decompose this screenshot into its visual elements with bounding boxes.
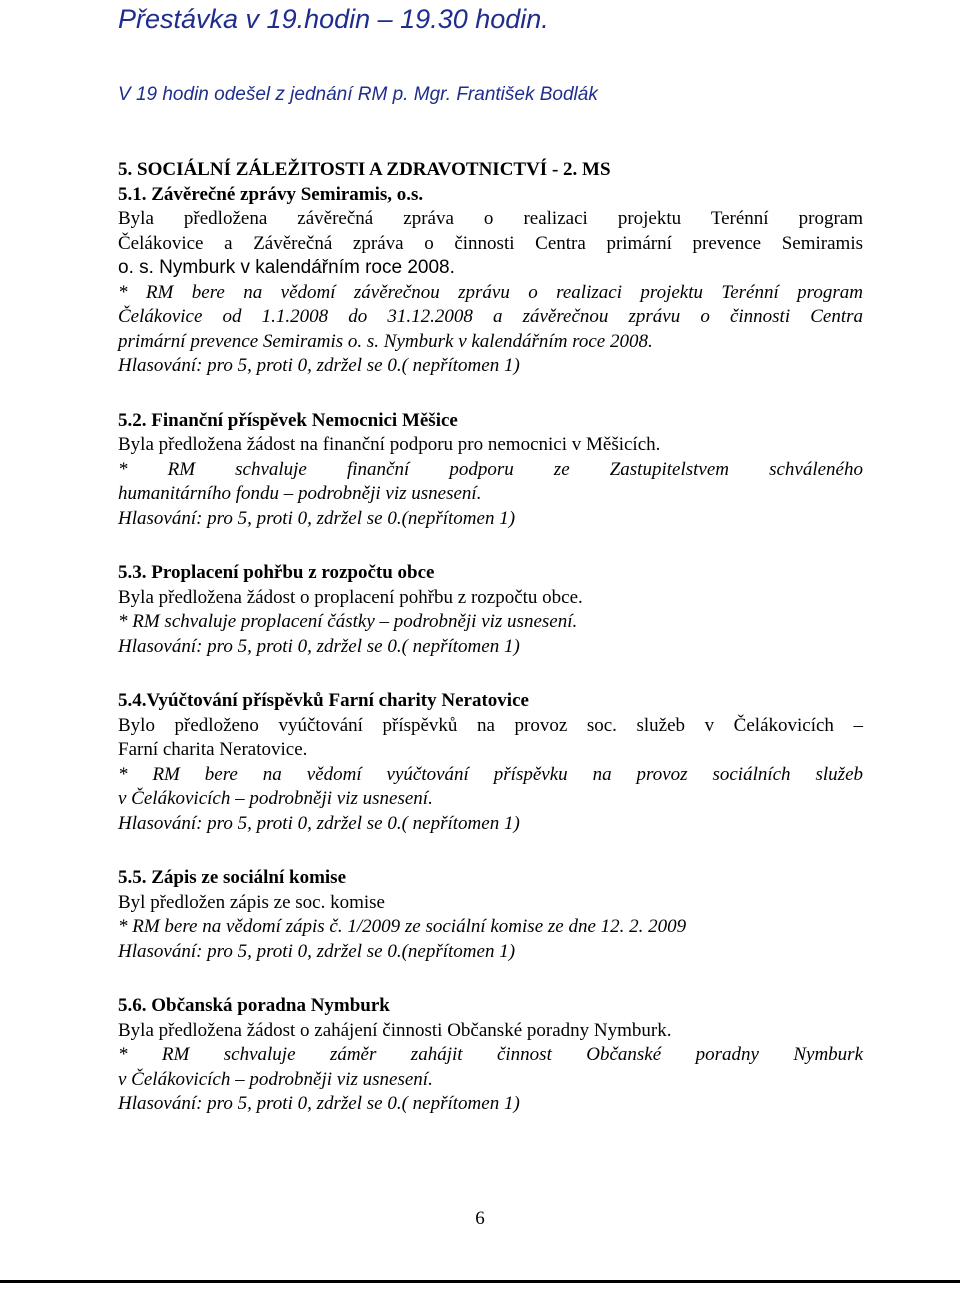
resolution-line: * RM schvaluje záměr zahájit činnost Občanské poradny Nymburk xyxy=(118,1044,863,1065)
resolution-line: Čelákovice od 1.1.2008 do 31.12.2008 a závěrečnou zprávu o činnosti Centra xyxy=(118,306,863,327)
item-body-line: Byl předložen zápis ze soc. komise xyxy=(118,891,385,913)
item-body-line: o. s. Nymburk v kalendářním roce 2008. xyxy=(118,257,455,278)
resolution-line: * RM bere na vědomí zápis č. 1/2009 ze sociální komise ze dne 12. 2. 2009 xyxy=(118,916,687,937)
item-title: 5.6. Občanská poradna Nymburk xyxy=(118,995,390,1016)
departure-note: V 19 hodin odešel z jednání RM p. Mgr. František Bodlák xyxy=(118,84,598,105)
agenda-item-5-1 xyxy=(118,183,863,379)
item-body-line: Byla předložena závěrečná zpráva o realizaci projektu Terénní program xyxy=(118,208,863,229)
agenda-item-5-2 xyxy=(118,409,863,532)
resolution-line: * RM schvaluje finanční podporu ze Zastupitelstvem schváleného xyxy=(118,458,863,480)
resolution-line: humanitárního fondu – podrobněji viz usnesení. xyxy=(118,483,482,504)
page-number: 6 xyxy=(475,1208,485,1229)
footer-rule xyxy=(0,1280,960,1283)
vote-result: Hlasování: pro 5, proti 0, zdržel se 0.( nepřítomen 1) xyxy=(118,812,520,834)
agenda-item-5-5 xyxy=(118,866,863,964)
item-title: 5.2. Finanční příspěvek Nemocnici Měšice xyxy=(118,409,458,431)
resolution-line: * RM schvaluje proplacení částky – podrobněji viz usnesení. xyxy=(118,611,578,632)
vote-result: Hlasování: pro 5, proti 0, zdržel se 0.( nepřítomen 1) xyxy=(118,1093,520,1114)
resolution-line: * RM bere na vědomí závěrečnou zprávu o realizaci projektu Terénní program xyxy=(118,281,863,303)
resolution-line: v Čelákovicích – podrobněji viz usnesení. xyxy=(118,1068,433,1090)
vote-result: Hlasování: pro 5, proti 0, zdržel se 0.(nepřítomen 1) xyxy=(118,507,516,529)
item-body-line: Bylo předloženo vyúčtování příspěvků na provoz soc. služeb v Čelákovicích – xyxy=(118,714,863,736)
item-body-line: Byla předložena žádost o proplacení pohřbu z rozpočtu obce. xyxy=(118,586,583,608)
resolution-line: primární prevence Semiramis o. s. Nymburk v kalendářním roce 2008. xyxy=(118,330,653,352)
break-note-title: Přestávka v 19.hodin – 19.30 hodin. xyxy=(118,4,549,34)
item-body-line: Byla předložena žádost o zahájení činnosti Občanské poradny Nymburk. xyxy=(118,1019,672,1041)
resolution-line: * RM bere na vědomí vyúčtování příspěvku na provoz sociálních služeb xyxy=(118,763,863,785)
item-title: 5.3. Proplacení pohřbu z rozpočtu obce xyxy=(118,562,435,583)
document-body xyxy=(118,158,863,1117)
item-body-line: Farní charita Neratovice. xyxy=(118,739,308,760)
item-body-line: Byla předložena žádost na finanční podporu pro nemocnici v Měšicích. xyxy=(118,434,661,455)
resolution-line: v Čelákovicích – podrobněji viz usnesení. xyxy=(118,788,433,809)
item-title: 5.1. Závěrečné zprávy Semiramis, o.s. xyxy=(118,183,424,205)
item-title: 5.4.Vyúčtování příspěvků Farní charity Neratovice xyxy=(118,690,529,711)
agenda-item-5-4 xyxy=(118,689,863,836)
agenda-item-5-3 xyxy=(118,561,863,659)
vote-result: Hlasování: pro 5, proti 0, zdržel se 0.(nepřítomen 1) xyxy=(118,940,516,962)
agenda-item-5-6 xyxy=(118,994,863,1117)
vote-result: Hlasování: pro 5, proti 0, zdržel se 0.( nepřítomen 1) xyxy=(118,355,520,376)
item-title: 5.5. Zápis ze sociální komise xyxy=(118,867,347,888)
section-heading: 5. SOCIÁLNÍ ZÁLEŽITOSTI A ZDRAVOTNICTVÍ - 2. MS xyxy=(118,159,611,180)
vote-result: Hlasování: pro 5, proti 0, zdržel se 0.( nepřítomen 1) xyxy=(118,635,520,657)
item-body-line: Čelákovice a Závěrečná zpráva o činnosti Centra primární prevence Semiramis xyxy=(118,232,863,254)
